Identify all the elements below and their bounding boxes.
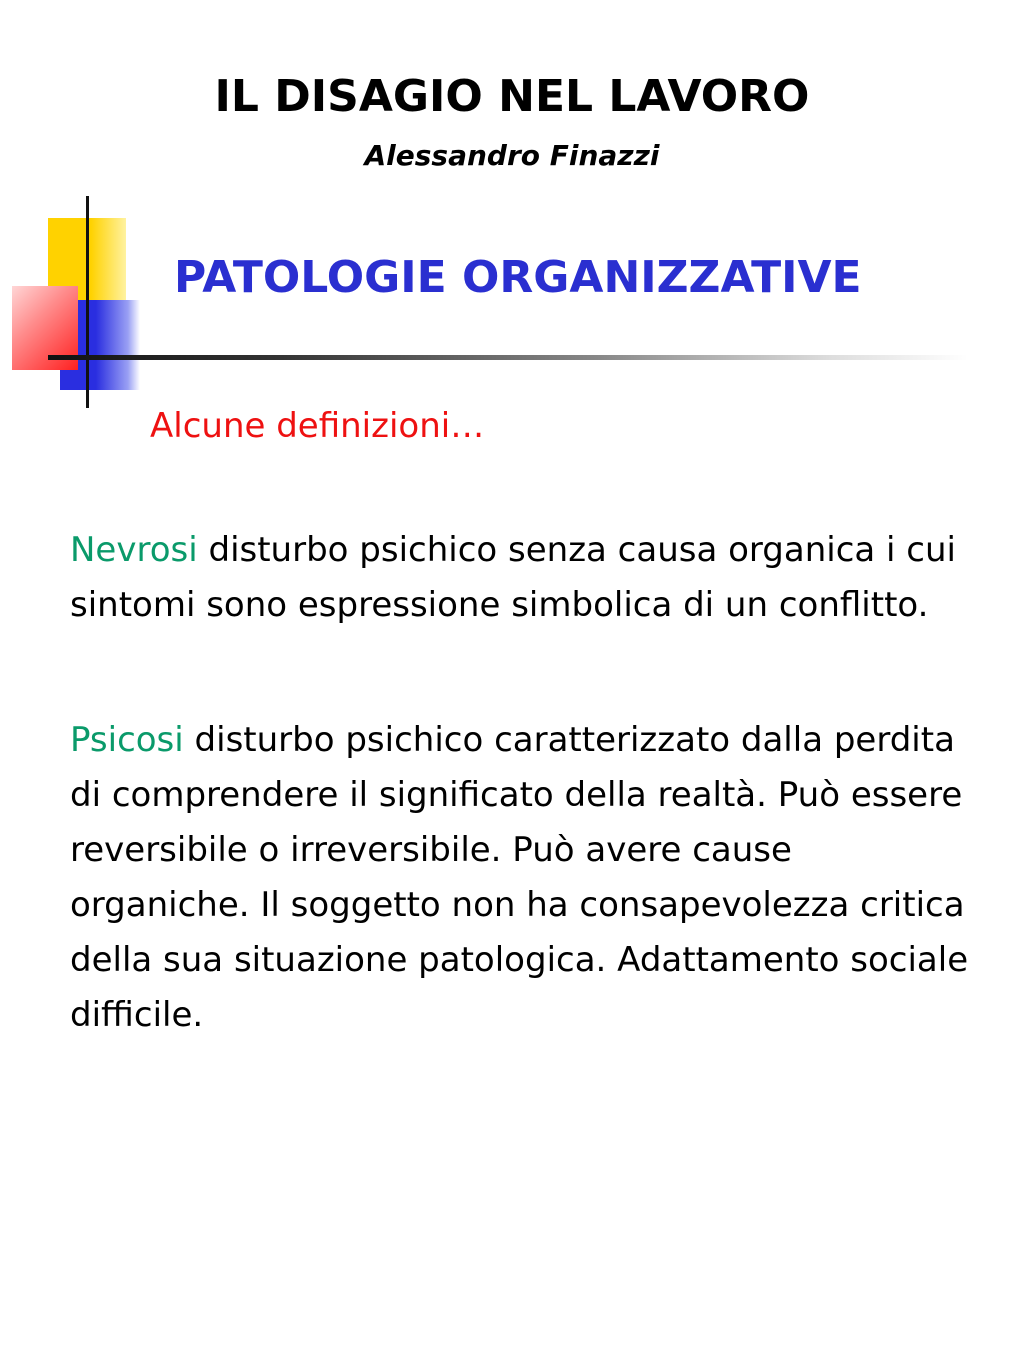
section-subtitle: Alcune definizioni… [150, 406, 485, 446]
definition-term: Nevrosi [70, 530, 198, 570]
definition-text: disturbo psichico senza causa organica i cui sintomi sono espressione simbolica di un conflitto. [70, 530, 956, 625]
definition-text: disturbo psichico caratterizzato dalla perdita di comprendere il significato della realtà. Può essere reversibile o irreversibile. Può avere cause organiche. Il soggetto non ha consapevolezza critica della sua situazione patologica. Adattamento sociale difficile. [70, 720, 969, 1035]
definition-term: Psicosi [70, 720, 184, 760]
horizontal-rule-divider [48, 355, 968, 360]
definition-psicosi [70, 713, 970, 1043]
section-title: PATOLOGIE ORGANIZZATIVE [174, 252, 862, 303]
document-author: Alessandro Finazzi [364, 139, 660, 172]
definition-nevrosi [70, 523, 970, 633]
vertical-rule-decoration [86, 196, 89, 408]
document-title: IL DISAGIO NEL LAVORO [214, 71, 810, 122]
decorative-squares-graphic [0, 190, 180, 415]
